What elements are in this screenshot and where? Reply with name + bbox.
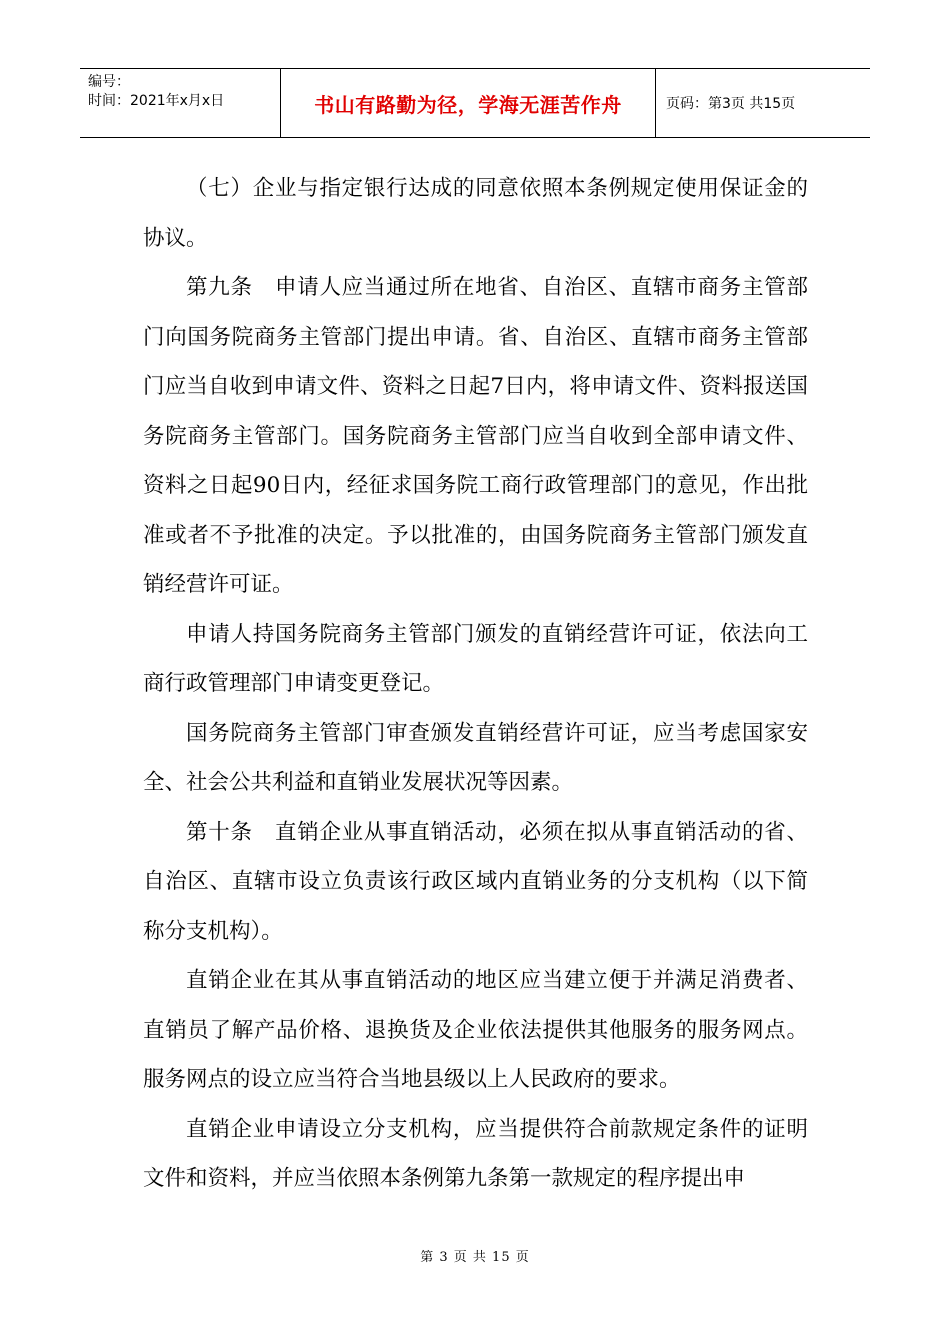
paragraph: 直销企业在其从事直销活动的地区应当建立便于并满足消费者、直销员了解产品价格、退换货及企业依法提供其他服务的服务网点。服务网点的设立应当符合当地县级以上人民政府的要求。 [143,968,808,1092]
date-line: 时间：2021年x月x日 [88,93,225,109]
paragraph: 直销企业申请设立分支机构，应当提供符合前款规定条件的证明文件和资料，并应当依照本条例第九条第一款规定的程序提出申 [143,1116,808,1191]
header-page-info: 页码：第3页 共15页 [666,96,796,112]
paragraph: （七）企业与指定银行达成的同意依照本条例规定使用保证金的协议。 [143,176,808,251]
document-header [80,68,870,138]
paragraph: 第十条 直销企业从事直销活动，必须在拟从事直销活动的省、自治区、直辖市设立负责该行政区域内直销业务的分支机构（以下简称分支机构）。 [143,819,808,944]
header-meta [80,69,280,137]
number-label: 编号： [88,74,130,90]
paragraph: 国务院商务主管部门审查颁发直销经营许可证，应当考虑国家安全、社会公共利益和直销业发展状况等因素。 [143,720,808,795]
document-body [143,164,808,1204]
paragraph: 第九条 申请人应当通过所在地省、自治区、直辖市商务主管部门向国务院商务主管部门提出申请。省、自治区、直辖市商务主管部门应当自收到申请文件、资料之日起7日内，将申请文件、资料报送国务院商务主管部门。国务院商务主管部门应当自收到全部申请文件、资料之日起90日内，经征求国务院工商行政管理部门的意见，作出批准或者不予批准的决定。予以批准的，由国务院商务主管部门颁发直销经营许可证。 [143,275,808,597]
header-motto: 书山有路勤为径，学海无涯苦作舟 [280,69,656,137]
page-footer: 第 3 页 共 15 页 [420,1250,530,1265]
paragraph: 申请人持国务院商务主管部门颁发的直销经营许可证，依法向工商行政管理部门申请变更登记。 [143,621,808,696]
